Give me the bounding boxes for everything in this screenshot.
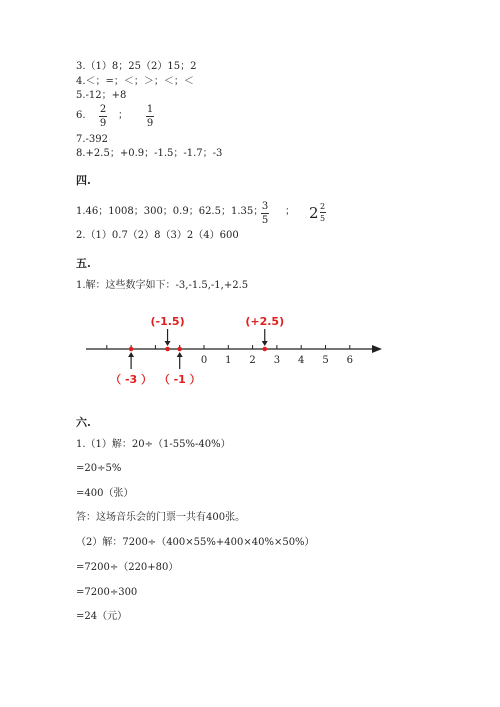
section-6-line: =7200÷300 bbox=[76, 587, 138, 598]
number-line-point-label: （ -1 ） bbox=[158, 373, 201, 386]
number-line-pointer-arrow bbox=[177, 352, 183, 369]
number-line-point bbox=[262, 347, 267, 352]
section-6-line: =24（元） bbox=[76, 611, 128, 622]
answer-line-6-separator: ； bbox=[118, 110, 128, 121]
fraction-denominator: 5 bbox=[261, 215, 269, 226]
fraction-denominator: 9 bbox=[146, 118, 154, 129]
answer-line-3: 3.（1）8；25（2）15；2 bbox=[76, 61, 197, 72]
section-6-line: 答：这场音乐会的门票一共有400张。 bbox=[76, 512, 246, 523]
section-4-q1-text: 1.46；1008；300；0.9；62.5；1.35； bbox=[76, 206, 264, 217]
number-line-tick-label: 4 bbox=[298, 355, 305, 366]
number-line-tick-label: 6 bbox=[346, 355, 353, 366]
section-6-line: =7200÷（220+80） bbox=[76, 562, 179, 573]
number-line-arrowhead bbox=[372, 345, 382, 353]
section-5-heading: 五. bbox=[76, 257, 91, 270]
number-line-pointer-arrow bbox=[165, 329, 171, 346]
number-line-tick-label: 0 bbox=[200, 355, 208, 366]
number-line-tick-label: 5 bbox=[322, 355, 329, 366]
number-line-point-label: （ -3 ） bbox=[110, 373, 153, 386]
answer-line-6-prefix: 6. bbox=[76, 110, 86, 121]
section-6-heading: 六. bbox=[76, 416, 91, 429]
section-5-q1: 1.解：这些数字如下：-3,-1.5,-1,+2.5 bbox=[76, 280, 249, 291]
number-line-point bbox=[129, 347, 134, 352]
fraction-numerator: 2 bbox=[99, 104, 107, 115]
section-6-line: =20÷5% bbox=[76, 463, 122, 474]
answer-line-5: 5.-12；+8 bbox=[76, 90, 127, 101]
number-line-pointer-arrow bbox=[128, 352, 134, 369]
mixed-number-whole: 2 bbox=[309, 203, 319, 222]
fraction-numerator: 3 bbox=[261, 201, 269, 212]
section-6-line: =400（张） bbox=[76, 488, 134, 499]
section-4-q1-separator: ； bbox=[285, 206, 295, 217]
fraction-numerator: 1 bbox=[146, 104, 154, 115]
number-line-tick-label: 1 bbox=[225, 355, 232, 366]
answer-line-7: 7.-392 bbox=[76, 134, 109, 145]
answer-line-8: 8.+2.5；+0.9；-1.5；-1.7；-3 bbox=[76, 148, 223, 159]
fraction-denominator: 9 bbox=[99, 118, 107, 129]
number-line-pointer-arrow bbox=[262, 329, 268, 346]
number-line-point bbox=[165, 347, 170, 352]
fraction-numerator: 2 bbox=[320, 202, 326, 211]
section-4-q2: 2.（1）0.7（2）8（3）2（4）600 bbox=[76, 230, 239, 241]
number-line-tick-label: 2 bbox=[249, 355, 256, 366]
section-6-line: （2）解：7200÷（400×55%+400×40%×50%） bbox=[76, 537, 315, 548]
section-4-heading: 四. bbox=[76, 174, 91, 187]
number-line-tick-label: 3 bbox=[273, 355, 281, 366]
number-line-point-label: (+2.5) bbox=[245, 315, 285, 328]
number-line-point bbox=[177, 347, 182, 352]
answer-line-4: 4.＜；=；＜；＞；＜；＜ bbox=[76, 76, 194, 87]
section-6-line: 1.（1）解：20÷（1-55%-40%） bbox=[76, 439, 231, 450]
number-line-point-label: (-1.5) bbox=[150, 315, 185, 328]
fraction-denominator: 5 bbox=[320, 214, 326, 223]
